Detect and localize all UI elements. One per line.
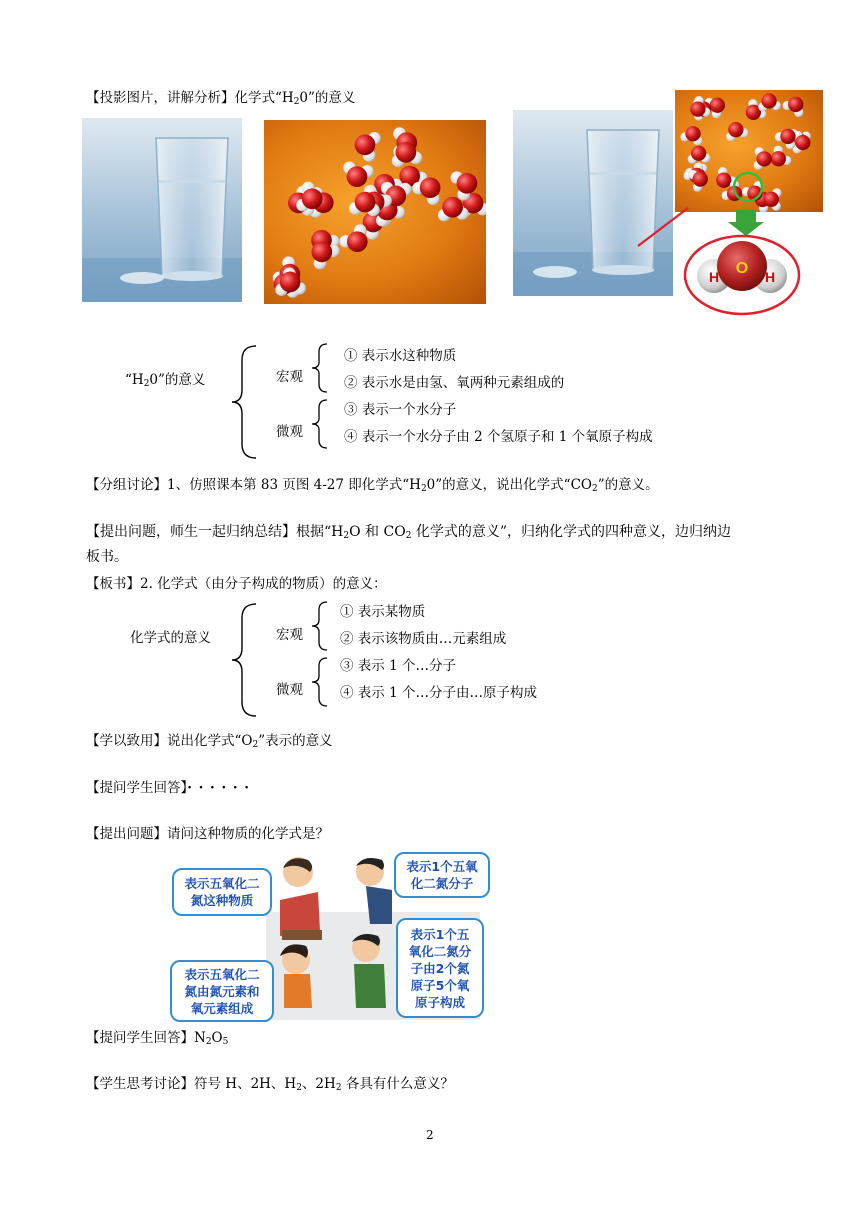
- subscript: 5: [222, 1037, 229, 1047]
- water-molecule: [758, 93, 781, 111]
- text: 根据“H: [296, 524, 344, 540]
- water-molecules-image: [264, 120, 486, 304]
- large-brace-icon: [230, 344, 260, 460]
- water-molecule: [343, 162, 373, 187]
- bubble-line: 氧元素组成: [190, 1000, 254, 1016]
- oxygen-label: O: [735, 260, 749, 277]
- bubble-line: 原子5个氧: [410, 977, 470, 993]
- text: 请问这种物质的化学式是？: [167, 826, 329, 842]
- tag: 【学生思考讨论】: [86, 1076, 194, 1092]
- text: 说出化学式“O: [167, 733, 253, 749]
- ellipsis-dots: · · · · · ·: [187, 780, 250, 796]
- water-molecule: [726, 122, 748, 141]
- text: 2. 化学式（由分子构成的物质）的意义：: [140, 576, 387, 592]
- water-molecule: [355, 132, 381, 162]
- h2o-meaning-item-4: ④ 表示一个水分子由 2 个氢原子和 1 个氧原子构成: [344, 429, 653, 445]
- bubble-line: 化二氮分子: [410, 876, 474, 891]
- bubble-line: 氮这种物质: [190, 893, 254, 908]
- bubble-line: 子由2个氮: [410, 960, 470, 976]
- water-molecule: [680, 126, 702, 145]
- subscript: 2: [293, 97, 300, 107]
- h2o-meaning-label: [125, 368, 205, 389]
- macro-label: 宏观: [276, 369, 303, 385]
- large-brace-icon: [230, 602, 260, 718]
- small-brace-icon: [310, 342, 330, 394]
- text: O 和 CO: [349, 524, 406, 540]
- tag: 【提出问题，师生一起归纳总结】: [86, 524, 296, 540]
- speech-bubble-3: [170, 960, 274, 1022]
- bubble-line: 原子构成: [414, 994, 465, 1010]
- text: 、2H: [301, 1076, 336, 1092]
- subscript: 2: [405, 531, 412, 541]
- group-discussion: [86, 473, 659, 494]
- page-number: 2: [426, 1128, 434, 1142]
- subscript: 2: [420, 484, 427, 494]
- hydrogen-label-right: H: [764, 269, 776, 285]
- text: 0”的意义: [149, 372, 206, 388]
- bubble-line: 表示五氧化二: [184, 966, 260, 982]
- speech-bubble-1: [172, 868, 272, 916]
- answer-2: [86, 1026, 228, 1047]
- subscript: 2: [335, 1083, 342, 1093]
- pointer-line: [638, 208, 688, 246]
- water-molecule: [783, 97, 804, 117]
- text: ”表示的意义: [258, 733, 333, 749]
- subscript: 2: [591, 484, 598, 494]
- text: 化学式的意义”，归纳化学式的四种意义，边归纳边: [411, 524, 732, 540]
- water-molecule: [392, 142, 422, 167]
- summary-line2: 板书。: [86, 549, 128, 565]
- general-meaning-item-3: ③ 表示 1 个…分子: [340, 658, 456, 674]
- apply: [86, 729, 333, 750]
- tag: 【提问学生回答】: [86, 780, 188, 796]
- bubble-line: 表示五氧化二: [184, 876, 260, 891]
- question: [86, 822, 329, 842]
- text: O: [211, 1030, 223, 1046]
- text: ”的意义。: [597, 477, 659, 493]
- text: 1、仿照课本第 83 页图 4-27 即化学式“H: [167, 477, 421, 493]
- hydrogen-label-left: H: [708, 269, 720, 285]
- h2o-meaning-item-1: ① 表示水这种物质: [344, 348, 457, 364]
- tag: 【学以致用】: [86, 733, 167, 749]
- speech-bubble-2: [394, 852, 490, 898]
- student-figure-3: [280, 944, 312, 1008]
- h2o-meaning-item-3: ③ 表示一个水分子: [344, 402, 457, 418]
- bubble-line: 氧化二氮分: [408, 943, 472, 959]
- small-brace-icon: [310, 398, 330, 450]
- small-brace-icon: [310, 656, 330, 708]
- down-arrow-icon: [728, 210, 764, 236]
- think-discussion: [86, 1072, 454, 1093]
- section-projection: [86, 86, 355, 107]
- water-molecule: [311, 242, 339, 270]
- text: 符号 H、2H、H: [194, 1076, 297, 1092]
- molecule-callout: [600, 160, 820, 340]
- text: 各具有什么意义？: [341, 1076, 454, 1092]
- tag: 【投影图片，讲解分析】: [86, 90, 235, 106]
- text: 化学式“H: [234, 90, 294, 106]
- subscript: 2: [343, 531, 350, 541]
- general-meaning-item-4: ④ 表示 1 个…分子由…原子构成: [340, 685, 537, 701]
- summary: [86, 521, 731, 541]
- answer-1: [86, 776, 250, 796]
- board: [86, 572, 387, 592]
- tag: 【提出问题】: [86, 826, 167, 842]
- general-meaning-item-1: ① 表示某物质: [340, 604, 426, 620]
- general-meaning-label: 化学式的意义: [130, 630, 211, 646]
- bubble-line: 氮由氮元素和: [184, 983, 260, 999]
- micro-label: 微观: [276, 424, 303, 440]
- tag: 【板书】: [86, 576, 140, 592]
- bubble-line: 表示1个五氧: [406, 859, 478, 874]
- text: 0”的意义，说出化学式“CO: [426, 477, 592, 493]
- small-brace-icon: [310, 600, 330, 652]
- text: “H: [125, 372, 144, 388]
- subscript: 2: [252, 740, 259, 750]
- general-meaning-item-2: ② 表示该物质由…元素组成: [340, 631, 507, 647]
- speech-bubble-4: [396, 918, 484, 1018]
- h2o-meaning-item-2: ② 表示水是由氢、氧两种元素组成的: [344, 375, 565, 391]
- highlight-circle: [734, 173, 762, 201]
- bubble-line: 表示1个五: [410, 926, 470, 942]
- text: N: [194, 1030, 206, 1046]
- macro-label: 宏观: [276, 627, 303, 643]
- text: 0”的意义: [299, 90, 356, 106]
- subscript: 2: [143, 379, 150, 389]
- subscript: 2: [205, 1037, 212, 1047]
- tag: 【分组讨论】: [86, 477, 167, 493]
- subscript: 2: [296, 1083, 302, 1093]
- water-molecule: [339, 224, 367, 252]
- water-glass-image: [82, 118, 242, 302]
- micro-label: 微观: [276, 682, 303, 698]
- tag: 【提问学生回答】: [86, 1030, 194, 1046]
